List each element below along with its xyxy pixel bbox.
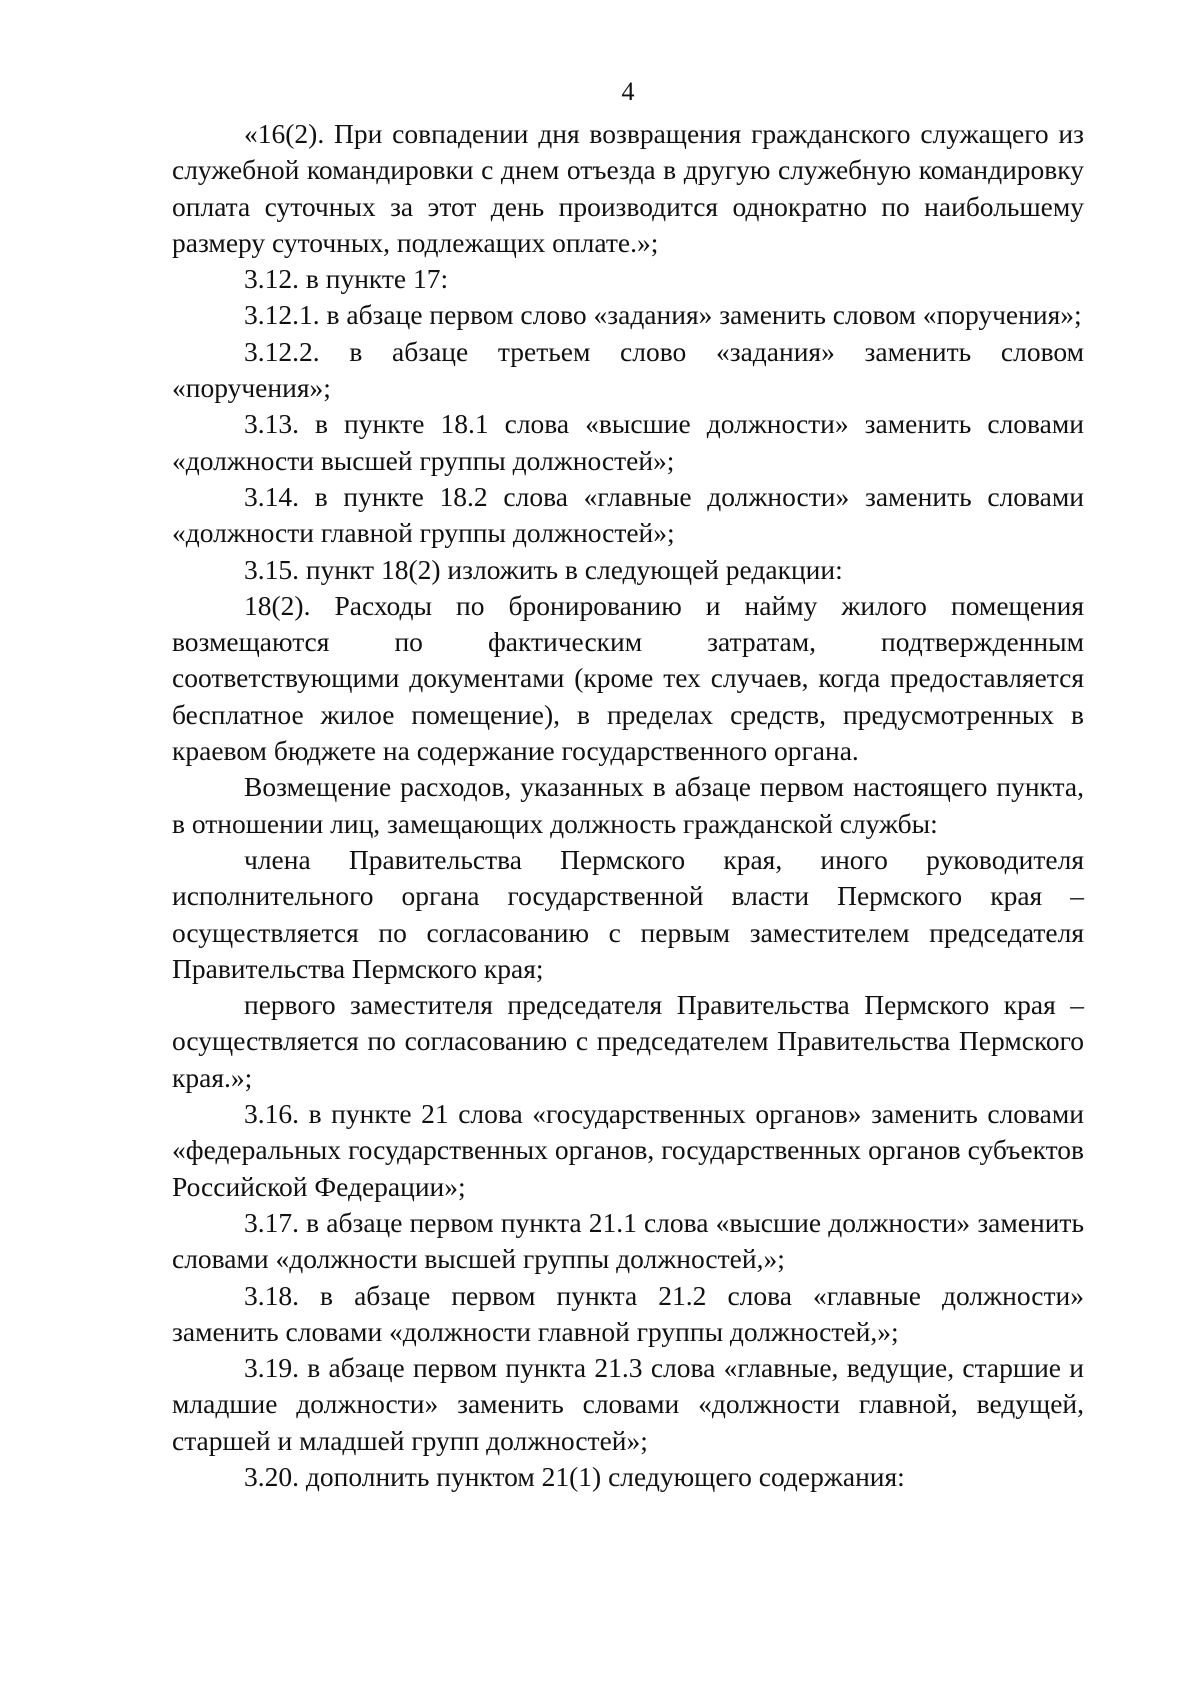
paragraph-3-12-1: 3.12.1. в абзаце первом слово «задания» заменить словом «поручения»; — [244, 299, 1082, 331]
paragraph-3-14: 3.14. в пункте 18.2 слова «главные должности» заменить словами «должности главной группы должностей»; — [172, 480, 1084, 549]
paragraph-3-16: 3.16. в пункте 21 слова «государственных органов» заменить словами «федеральных государственных органов, государственных органов субъектов Российской Федерации»; — [172, 1098, 1084, 1202]
paragraph-3-19: 3.19. в абзаце первом пункта 21.3 слова «главные, ведущие, старшие и младшие должности» заменить словами «должности главной, ведущей, старшей и младшей групп должностей»; — [172, 1352, 1084, 1456]
paragraph-3-13: 3.13. в пункте 18.1 слова «высшие должности» заменить словами «должности высшей группы должностей»; — [172, 408, 1084, 476]
paragraph-3-20: 3.20. дополнить пунктом 21(1) следующего содержания: — [244, 1460, 905, 1492]
paragraph-first-deputy: первого заместителя председателя Правительства Пермского края – осуществляется по согласованию с председателем Правительства Пермского края.»; — [172, 989, 1084, 1093]
page-number: 4 — [621, 77, 635, 106]
paragraph-3-12-2: 3.12.2. в абзаце третьем слово «задания» заменить словом «поручения»; — [172, 335, 1084, 404]
paragraph-3-12: 3.12. в пункте 17: — [244, 263, 449, 295]
paragraph-16-2: «16(2). При совпадении дня возвращения гражданского служащего из служебной командировки с днем отъезда в другую служебную командировку оплата суточных за этот день производится однократно по наибольшему размеру суточных, подлежащих оплате.»; — [172, 118, 1084, 258]
paragraph-reimbursement: Возмещение расходов, указанных в абзаце первом настоящего пункта, в отношении лиц, замещающих должность гражданской службы: — [172, 771, 1084, 839]
paragraph-3-18: 3.18. в абзаце первом пункта 21.2 слова «главные должности» заменить словами «должности главной группы должностей,»; — [172, 1279, 1084, 1347]
paragraph-3-15: 3.15. пункт 18(2) изложить в следующей редакции: — [244, 553, 843, 585]
paragraph-18-2: 18(2). Расходы по бронированию и найму жилого помещения возмещаются по фактическим затратам, подтвержденным соответствующими документами (кроме тех случаев, когда предоставляется бесплатное жилое помещение), в пределах средств, предусмотренных в краевом бюджете на содержание государственного органа. — [172, 589, 1084, 767]
paragraph-3-17: 3.17. в абзаце первом пункта 21.1 слова «высшие должности» заменить словами «должности высшей группы должностей,»; — [172, 1206, 1084, 1275]
paragraph-government-member: члена Правительства Пермского края, иного руководителя исполнительного органа государственной власти Пермского края – осуществляется по согласованию с первым заместителем председателя Правительства Пермского края; — [172, 843, 1084, 984]
